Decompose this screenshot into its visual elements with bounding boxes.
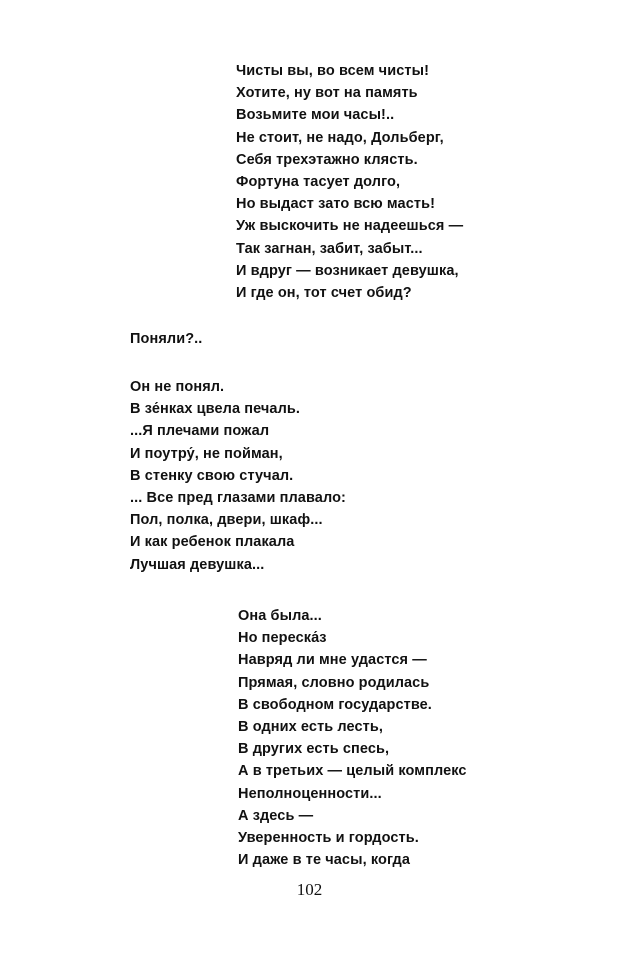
poem-line: В свободном государстве. xyxy=(238,696,432,713)
poem-line: И где он, тот счет обид? xyxy=(236,285,412,302)
stanza-1 xyxy=(236,60,463,304)
poem-line: Себя трехэтажно клясть. xyxy=(236,151,418,168)
poem-line: И как ребенок плакала xyxy=(130,534,295,551)
poem-line: Чисты вы, во всем чисты! xyxy=(236,63,429,79)
poem-line: Возьмите мои часы!.. xyxy=(236,107,395,124)
poem-line: Хотите, ну вот на память xyxy=(236,85,418,102)
poem-line: Навряд ли мне удастся — xyxy=(238,652,427,669)
poem-line: Лучшая девушка... xyxy=(130,556,265,573)
stanza-3 xyxy=(130,376,346,576)
poem-line: Но выдаст зато всю масть! xyxy=(236,196,436,213)
stanza-2 xyxy=(130,328,202,350)
poem-line: Поняли?.. xyxy=(130,331,203,347)
poem-line: И поутру́, не пойман, xyxy=(130,445,283,462)
poem-line: Пол, полка, двери, шкаф... xyxy=(130,512,323,529)
poem-line: Он не понял. xyxy=(130,379,225,395)
poem-line: И вдруг — возникает девушка, xyxy=(236,262,459,279)
page-number: 102 xyxy=(296,880,323,899)
poem-line: Так загнан, забит, забыт... xyxy=(236,240,423,257)
poem-line: ... Все пред глазами плавало: xyxy=(130,490,346,507)
poem-line: В зе́нках цвела печаль. xyxy=(130,401,301,418)
poem-line: А здесь — xyxy=(238,807,314,824)
poem-line: Уверенность и гордость. xyxy=(238,830,419,847)
poem-line: Уж выскочить не надеешься — xyxy=(236,218,464,235)
poem-line: В стенку свою стучал. xyxy=(130,467,294,484)
stanza-4 xyxy=(238,605,467,871)
poem-line: А в третьих — целый комплекс xyxy=(238,763,467,780)
poem-line: В других есть спесь, xyxy=(238,741,390,758)
poem-line: И даже в те часы, когда xyxy=(238,852,411,869)
poem-line: Она была... xyxy=(238,608,322,624)
poem-line: Не стоит, не надо, Дольберг, xyxy=(236,129,444,146)
poem-line: Прямая, словно родилась xyxy=(238,674,430,691)
poem-line: ...Я плечами пожал xyxy=(130,423,270,440)
poem-line: Неполноценности... xyxy=(238,785,382,802)
poem-line: Но переска́з xyxy=(238,630,327,647)
poem-line: Фортуна тасует долго, xyxy=(236,174,401,191)
poem-line: В одних есть лесть, xyxy=(238,719,384,736)
